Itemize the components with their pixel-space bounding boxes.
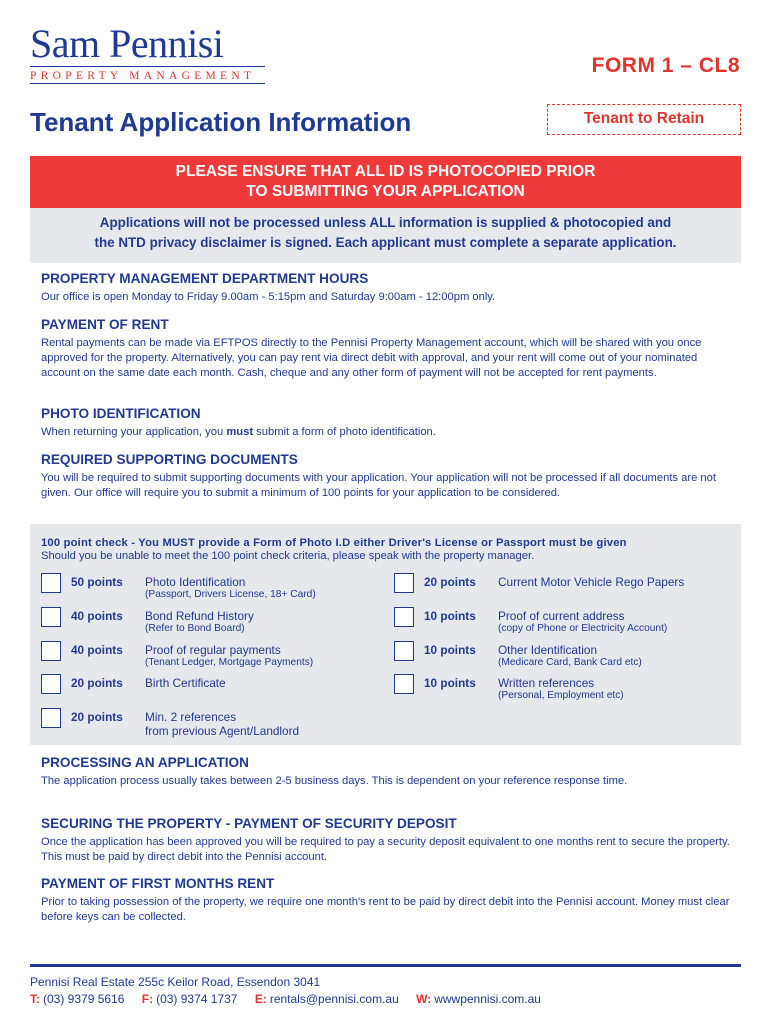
checkbox[interactable] (394, 674, 414, 694)
section-first-rent (41, 876, 731, 925)
checkbox[interactable] (394, 573, 414, 593)
notice-line-1: Applications will not be processed unless ALL information is supplied & photocopied and (99, 215, 672, 230)
section-heading: PHOTO IDENTIFICATION (41, 406, 201, 421)
section-supporting-docs (41, 452, 731, 501)
points-value: 50 points (71, 575, 123, 589)
points-note: (Passport, Drivers License, 18+ Card) (145, 589, 316, 600)
section-heading: PROCESSING AN APPLICATION (41, 755, 249, 770)
logo-tagline: PROPERTY MANAGEMENT (30, 66, 265, 84)
points-note: (Refer to Bond Board) (145, 623, 245, 634)
points-label: Photo Identification (145, 575, 246, 589)
points-note: (copy of Phone or Electricity Account) (498, 623, 668, 634)
footer-divider (30, 964, 741, 967)
section-body: Once the application has been approved you will be required to pay a security deposit equivalent to one months rent to secure the property. This must be paid by direct debit into the Pennisi account. (41, 836, 730, 863)
points-value: 10 points (424, 676, 476, 690)
banner-line-1: PLEASE ENSURE THAT ALL ID IS PHOTOCOPIED PRIOR (175, 163, 596, 180)
points-value: 10 points (424, 643, 476, 657)
email-link[interactable]: rentals@pennisi.com.au (269, 992, 399, 1006)
points-note: (Tenant Ledger, Mortgage Payments) (145, 657, 314, 668)
points-note: (Personal, Employment etc) (498, 690, 624, 701)
section-heading: SECURING THE PROPERTY - PAYMENT OF SECURITY DEPOSIT (41, 816, 457, 831)
section-body: Prior to taking possession of the property, we require one month's rent to be paid by direct debit into the Pennisi account. Money must clear before keys can be collected. (41, 896, 730, 923)
section-body (41, 425, 731, 440)
section-heading: PROPERTY MANAGEMENT DEPARTMENT HOURS (41, 271, 369, 286)
phone-label: T: (30, 992, 40, 1006)
checkbox[interactable] (41, 674, 61, 694)
points-value: 20 points (424, 575, 476, 589)
section-photo-id (41, 406, 731, 440)
section-heading: PAYMENT OF FIRST MONTHS RENT (41, 876, 275, 891)
email-label: E: (254, 992, 267, 1006)
checkbox[interactable] (41, 641, 61, 661)
checkbox[interactable] (41, 607, 61, 627)
section-hours (41, 271, 731, 305)
id-warning-banner (30, 156, 741, 208)
section-body: You will be required to submit supporting documents with your application. Your application will not be processed if all documents are not given. Our office will require you to submit a minimum of 100 points for your application to be considered. (41, 472, 716, 499)
body-text: When returning your application, you (41, 426, 227, 438)
logo-name: Sam Pennisi (30, 21, 224, 66)
notice-line-2: the NTD privacy disclaimer is signed. Each applicant must complete a separate application. (94, 235, 677, 250)
footer-address: Pennisi Real Estate 255c Keilor Road, Essendon 3041 (30, 975, 321, 989)
tenant-retain-badge: Tenant to Retain (547, 104, 741, 135)
section-body: The application process usually takes between 2-5 business days. This is dependent on your reference response time. (41, 775, 628, 787)
points-label: Min. 2 references (145, 710, 237, 724)
section-security-deposit (41, 816, 731, 865)
points-value: 20 points (71, 710, 123, 724)
points-check-panel (30, 524, 741, 745)
points-label: Current Motor Vehicle Rego Papers (498, 575, 685, 589)
section-body: Our office is open Monday to Friday 9.00am - 5:15pm and Saturday 9:00am - 12:00pm only. (41, 291, 496, 303)
points-label: Other Identification (498, 643, 598, 657)
footer-contact (30, 992, 541, 1006)
body-emphasis: must (226, 426, 254, 438)
points-label: Written references (498, 676, 595, 690)
points-label: Proof of regular payments (145, 643, 281, 657)
checkbox[interactable] (41, 573, 61, 593)
points-value: 10 points (424, 609, 476, 623)
checkbox[interactable] (394, 641, 414, 661)
section-processing (41, 755, 731, 789)
form-code: FORM 1 – CL8 (591, 54, 740, 77)
section-heading: REQUIRED SUPPORTING DOCUMENTS (41, 452, 298, 467)
points-subheading: Should you be unable to meet the 100 point check criteria, please speak with the property manager. (41, 550, 535, 562)
company-logo (30, 21, 265, 84)
checkbox[interactable] (41, 708, 61, 728)
banner-line-2: TO SUBMITTING YOUR APPLICATION (246, 183, 525, 200)
points-note: (Medicare Card, Bank Card etc) (498, 657, 642, 668)
points-value: 20 points (71, 676, 123, 690)
points-note: from previous Agent/Landlord (145, 724, 300, 738)
points-value: 40 points (71, 643, 123, 657)
web-label: W: (416, 992, 432, 1006)
checkbox[interactable] (394, 607, 414, 627)
points-label: Bond Refund History (145, 609, 254, 623)
section-body: Rental payments can be made via EFTPOS directly to the Pennisi Property Management account, which will be shared with you once approved for the property. Alternatively, you can pay rent via direct debit with approval, and your rent will come out of your nominated account on the same date each month. Cash, cheque and any other form of payment will not be accepted for rent payments. (41, 337, 702, 379)
points-heading: 100 point check - You MUST provide a Form of Photo I.D either Driver's License or Passport must be given (41, 537, 627, 549)
section-heading: PAYMENT OF RENT (41, 317, 169, 332)
section-payment (41, 317, 731, 380)
phone-number[interactable]: (03) 9379 5616 (43, 992, 125, 1006)
body-text: submit a form of photo identification. (253, 426, 436, 438)
page-title: Tenant Application Information (30, 107, 412, 137)
points-value: 40 points (71, 609, 123, 623)
fax-label: F: (141, 992, 154, 1006)
points-label: Birth Certificate (145, 676, 226, 690)
website-link[interactable]: wwwpennisi.com.au (434, 992, 541, 1006)
points-label: Proof of current address (498, 609, 625, 623)
application-notice (30, 208, 741, 263)
fax-number: (03) 9374 1737 (156, 992, 238, 1006)
